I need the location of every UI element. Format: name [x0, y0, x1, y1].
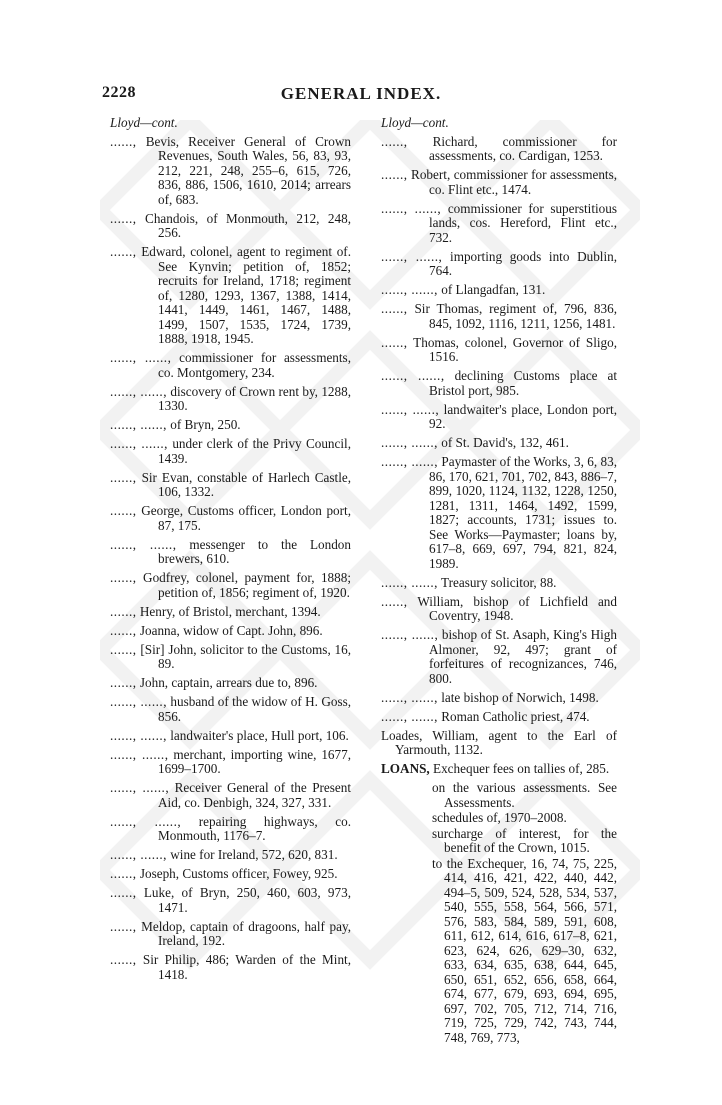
index-entry	[381, 576, 617, 591]
index-entry	[381, 302, 617, 331]
page-title: GENERAL INDEX.	[280, 84, 442, 103]
index-entry	[381, 369, 617, 398]
entry-leader: ......,	[381, 167, 408, 182]
entry-text: of St. David's, 132, 461.	[441, 435, 569, 450]
entry-text: declining Customs place at Bristol port, 985.	[429, 368, 617, 398]
entry-text: commissioner for assessments, co. Montgomery, 234.	[158, 350, 351, 380]
loans-keyword: LOANS,	[381, 761, 430, 776]
entry-leader: ......, ......,	[381, 627, 439, 642]
entry-leader: ......, ......,	[381, 689, 438, 705]
entry-leader: ......, ......,	[110, 350, 172, 365]
page-number: 2228	[102, 84, 136, 101]
loans-subentry: surcharge of interest, for the benefit of the Crown, 1015.	[432, 825, 617, 855]
index-entry-loans	[381, 762, 617, 777]
index-entry	[381, 595, 617, 624]
index-entry	[381, 135, 617, 164]
entry-leader: ......, ......,	[381, 248, 443, 264]
entry-leader: ......, ......,	[110, 727, 167, 743]
entry-text: importing goods into Dublin, 764.	[429, 248, 618, 278]
index-entry	[110, 437, 351, 466]
index-entry	[110, 351, 351, 380]
index-entry	[110, 538, 351, 567]
entry-text: Luke, of Bryn, 250, 460, 603, 973, 1471.	[143, 885, 351, 915]
index-entry	[110, 695, 351, 724]
entry-text: Sir Evan, constable of Harlech Castle, 106, 1332.	[141, 469, 352, 499]
entry-text: discovery of Crown rent by, 1288, 1330.	[158, 383, 351, 413]
entry-leader: ......, ......,	[110, 417, 167, 432]
index-entry-loades: Loades, William, agent to the Earl of Yarmouth, 1132.	[381, 727, 617, 757]
entry-text: Bevis, Receiver General of Crown Revenues, South Wales, 56, 83, 93, 212, 221, 248, 255–6, 615, 726, 836, 886, 1506, 1610, 2014; arrears of, 683.	[145, 133, 352, 207]
index-entry	[110, 748, 351, 777]
index-entry	[110, 781, 351, 810]
entry-leader: ......,	[110, 210, 137, 226]
left-entries-list	[110, 135, 351, 983]
entry-text: Paymaster of the Works, 3, 6, 83, 86, 170, 621, 701, 702, 843, 886–7, 899, 1020, 1124, 1132, 1228, 1250, 1281, 1311, 1464, 1492, 1599, 1827; accounts, 1731; issues to. See Works—Paymaster; loans by, 617–8, 669, 697, 794, 821, 824, 1989.	[429, 454, 617, 571]
index-entry	[381, 710, 617, 725]
loans-subentries	[381, 781, 617, 1045]
entry-text: George, Customs officer, London port, 87, 175.	[141, 503, 352, 533]
entry-text: merchant, importing wine, 1677, 1699–1700.	[158, 746, 351, 776]
index-entry	[110, 245, 351, 347]
entry-text: Roman Catholic priest, 474.	[441, 708, 590, 724]
index-entry	[110, 471, 351, 500]
entry-text: Treasury solicitor, 88.	[441, 574, 557, 590]
entry-leader: ......, ......,	[110, 436, 168, 451]
left-column	[110, 116, 351, 987]
entry-text: [Sir] John, solicitor to the Customs, 16, 89.	[140, 641, 352, 671]
entry-text: bishop of St. Asaph, King's High Almoner, 92, 497; grant of forfeitures of recognizances, 746, 800.	[429, 627, 617, 686]
entry-text: repairing highways, co. Monmouth, 1176–7.	[158, 813, 352, 843]
entry-leader: ......, ......,	[381, 368, 445, 383]
entry-text: John, captain, arrears due to, 896.	[139, 675, 318, 690]
entry-leader: ......, ......,	[381, 708, 438, 724]
index-entry	[110, 135, 351, 208]
entry-leader: ......,	[110, 918, 137, 934]
entry-leader: ......, ......,	[381, 282, 438, 297]
entry-text: of Llangadfan, 131.	[441, 282, 546, 297]
index-entry	[381, 455, 617, 571]
index-entry	[381, 283, 617, 298]
index-entry	[381, 628, 617, 686]
index-entry	[381, 168, 617, 197]
entry-leader: ......,	[110, 469, 137, 485]
index-entry	[110, 418, 351, 433]
entry-leader: ......, ......,	[110, 746, 169, 762]
loans-subentry: to the Exchequer, 16, 74, 75, 225, 414, 416, 421, 422, 440, 442, 494–5, 509, 524, 528, 534, 537, 540, 555, 558, 564, 566, 571, 576, 583, 584, 589, 591, 608, 611, 612, 614, 616, 617–8, 621, 623, 624, 626, 629–30, 632, 633, 634, 635, 638, 644, 645, 650, 651, 652, 656, 658, 664, 674, 677, 679, 693, 694, 695, 697, 702, 705, 712, 714, 716, 719, 725, 729, 742, 743, 744, 748, 769, 773,	[432, 855, 617, 1045]
right-entries-list	[381, 135, 617, 725]
entry-leader: ......, ......,	[381, 200, 442, 216]
loans-text: Exchequer fees on tallies of, 285.	[433, 761, 610, 776]
entry-text: late bishop of Norwich, 1498.	[441, 689, 599, 705]
index-entry	[110, 571, 351, 600]
entry-leader: ......,	[110, 570, 137, 585]
entry-leader: ......, ......,	[110, 383, 167, 399]
right-column	[381, 116, 617, 1046]
entry-leader: ......, ......,	[110, 813, 182, 829]
entry-leader: ......,	[381, 593, 408, 609]
entry-leader: ......,	[110, 603, 137, 619]
entry-text: Thomas, colonel, Governor of Sligo, 1516.	[413, 334, 618, 364]
entry-leader: ......,	[381, 301, 408, 316]
entry-text: Henry, of Bristol, merchant, 1394.	[139, 603, 321, 619]
index-entry	[110, 624, 351, 639]
entry-text: under clerk of the Privy Council, 1439.	[158, 436, 352, 466]
index-entry	[110, 504, 351, 533]
index-entry	[110, 867, 351, 882]
entry-text: Robert, commissioner for assessments, co. Flint etc., 1474.	[411, 167, 618, 197]
entry-leader: ......,	[110, 503, 137, 518]
index-entry	[381, 336, 617, 365]
entry-text: husband of the widow of H. Goss, 856.	[158, 694, 352, 724]
index-entry	[110, 605, 351, 620]
index-entry	[381, 202, 617, 246]
index-entry	[110, 676, 351, 691]
entry-text: Joseph, Customs officer, Fowey, 925.	[139, 866, 338, 881]
entry-leader: ......, ......,	[110, 536, 177, 552]
entry-leader: ......,	[110, 675, 137, 690]
index-entry	[110, 212, 351, 241]
entry-text: Richard, commissioner for assessments, co. Cardigan, 1253.	[429, 133, 618, 163]
index-entry	[110, 848, 351, 863]
entry-text: Receiver General of the Present Aid, co. Denbigh, 324, 327, 331.	[158, 780, 352, 810]
index-entry	[381, 691, 617, 706]
entry-leader: ......, ......,	[381, 574, 438, 590]
entry-text: landwaiter's place, London port, 92.	[429, 401, 617, 431]
entry-text: Meldop, captain of dragoons, half pay, Ireland, 192.	[141, 918, 352, 948]
column-heading: Lloyd—cont.	[381, 115, 449, 130]
index-entry	[110, 385, 351, 414]
entry-text: Edward, colonel, agent to regiment of. See Kynvin; petition of, 1852; recruits for Ireland, 1718; regiment of, 1280, 1293, 1367, 1388, 1414, 1441, 1449, 1461, 1467, 1488, 1499, 1507, 1535, 1724, 1739, 1888, 1918, 1945.	[141, 244, 351, 346]
entry-leader: ......, ......,	[110, 694, 168, 709]
column-heading: Lloyd—cont.	[110, 115, 178, 130]
entry-leader: ......, ......,	[381, 454, 439, 469]
loans-subentry: on the various assessments. See Assessments.	[432, 780, 617, 810]
index-entry	[110, 643, 351, 672]
index-entry	[381, 250, 617, 279]
index-entry	[110, 815, 351, 844]
index-entry	[110, 886, 351, 915]
entry-leader: ......,	[110, 622, 137, 638]
entry-text: Sir Thomas, regiment of, 796, 836, 845, 1092, 1116, 1211, 1256, 1481.	[414, 301, 618, 331]
entry-leader: ......, ......,	[110, 847, 167, 862]
index-entry	[381, 436, 617, 451]
entry-leader: ......,	[110, 866, 137, 881]
entry-text: William, bishop of Lichfield and Coventry, 1948.	[417, 593, 617, 623]
entry-leader: ......,	[110, 641, 137, 657]
entry-leader: ......, ......,	[110, 780, 170, 795]
entry-text: landwaiter's place, Hull port, 106.	[170, 727, 349, 743]
entry-text: Chandois, of Monmouth, 212, 248, 256.	[145, 210, 352, 240]
loans-subentry: schedules of, 1970–2008.	[432, 810, 567, 825]
entry-text: commissioner for superstitious lands, cos. Hereford, Flint etc., 732.	[429, 200, 617, 245]
entry-leader: ......,	[110, 244, 137, 259]
entry-leader: ......,	[110, 133, 137, 149]
index-entry	[110, 920, 351, 949]
entry-leader: ......, ......,	[381, 401, 440, 417]
entry-leader: ......,	[110, 952, 137, 967]
entry-leader: ......,	[381, 334, 408, 350]
entry-leader: ......, ......,	[381, 435, 438, 450]
entry-text: messenger to the London brewers, 610.	[158, 536, 351, 566]
entry-text: Sir Philip, 486; Warden of the Mint, 1418.	[142, 952, 351, 982]
entry-text: wine for Ireland, 572, 620, 831.	[170, 847, 338, 862]
entry-text: of Bryn, 250.	[170, 417, 241, 432]
entry-text: Joanna, widow of Capt. John, 896.	[139, 622, 323, 638]
entry-leader: ......,	[110, 885, 137, 900]
entry-text: Godfrey, colonel, payment for, 1888; petition of, 1856; regiment of, 1920.	[143, 570, 351, 600]
index-entry	[110, 729, 351, 744]
index-entry	[110, 953, 351, 982]
index-entry	[381, 403, 617, 432]
entry-leader: ......,	[381, 133, 408, 149]
